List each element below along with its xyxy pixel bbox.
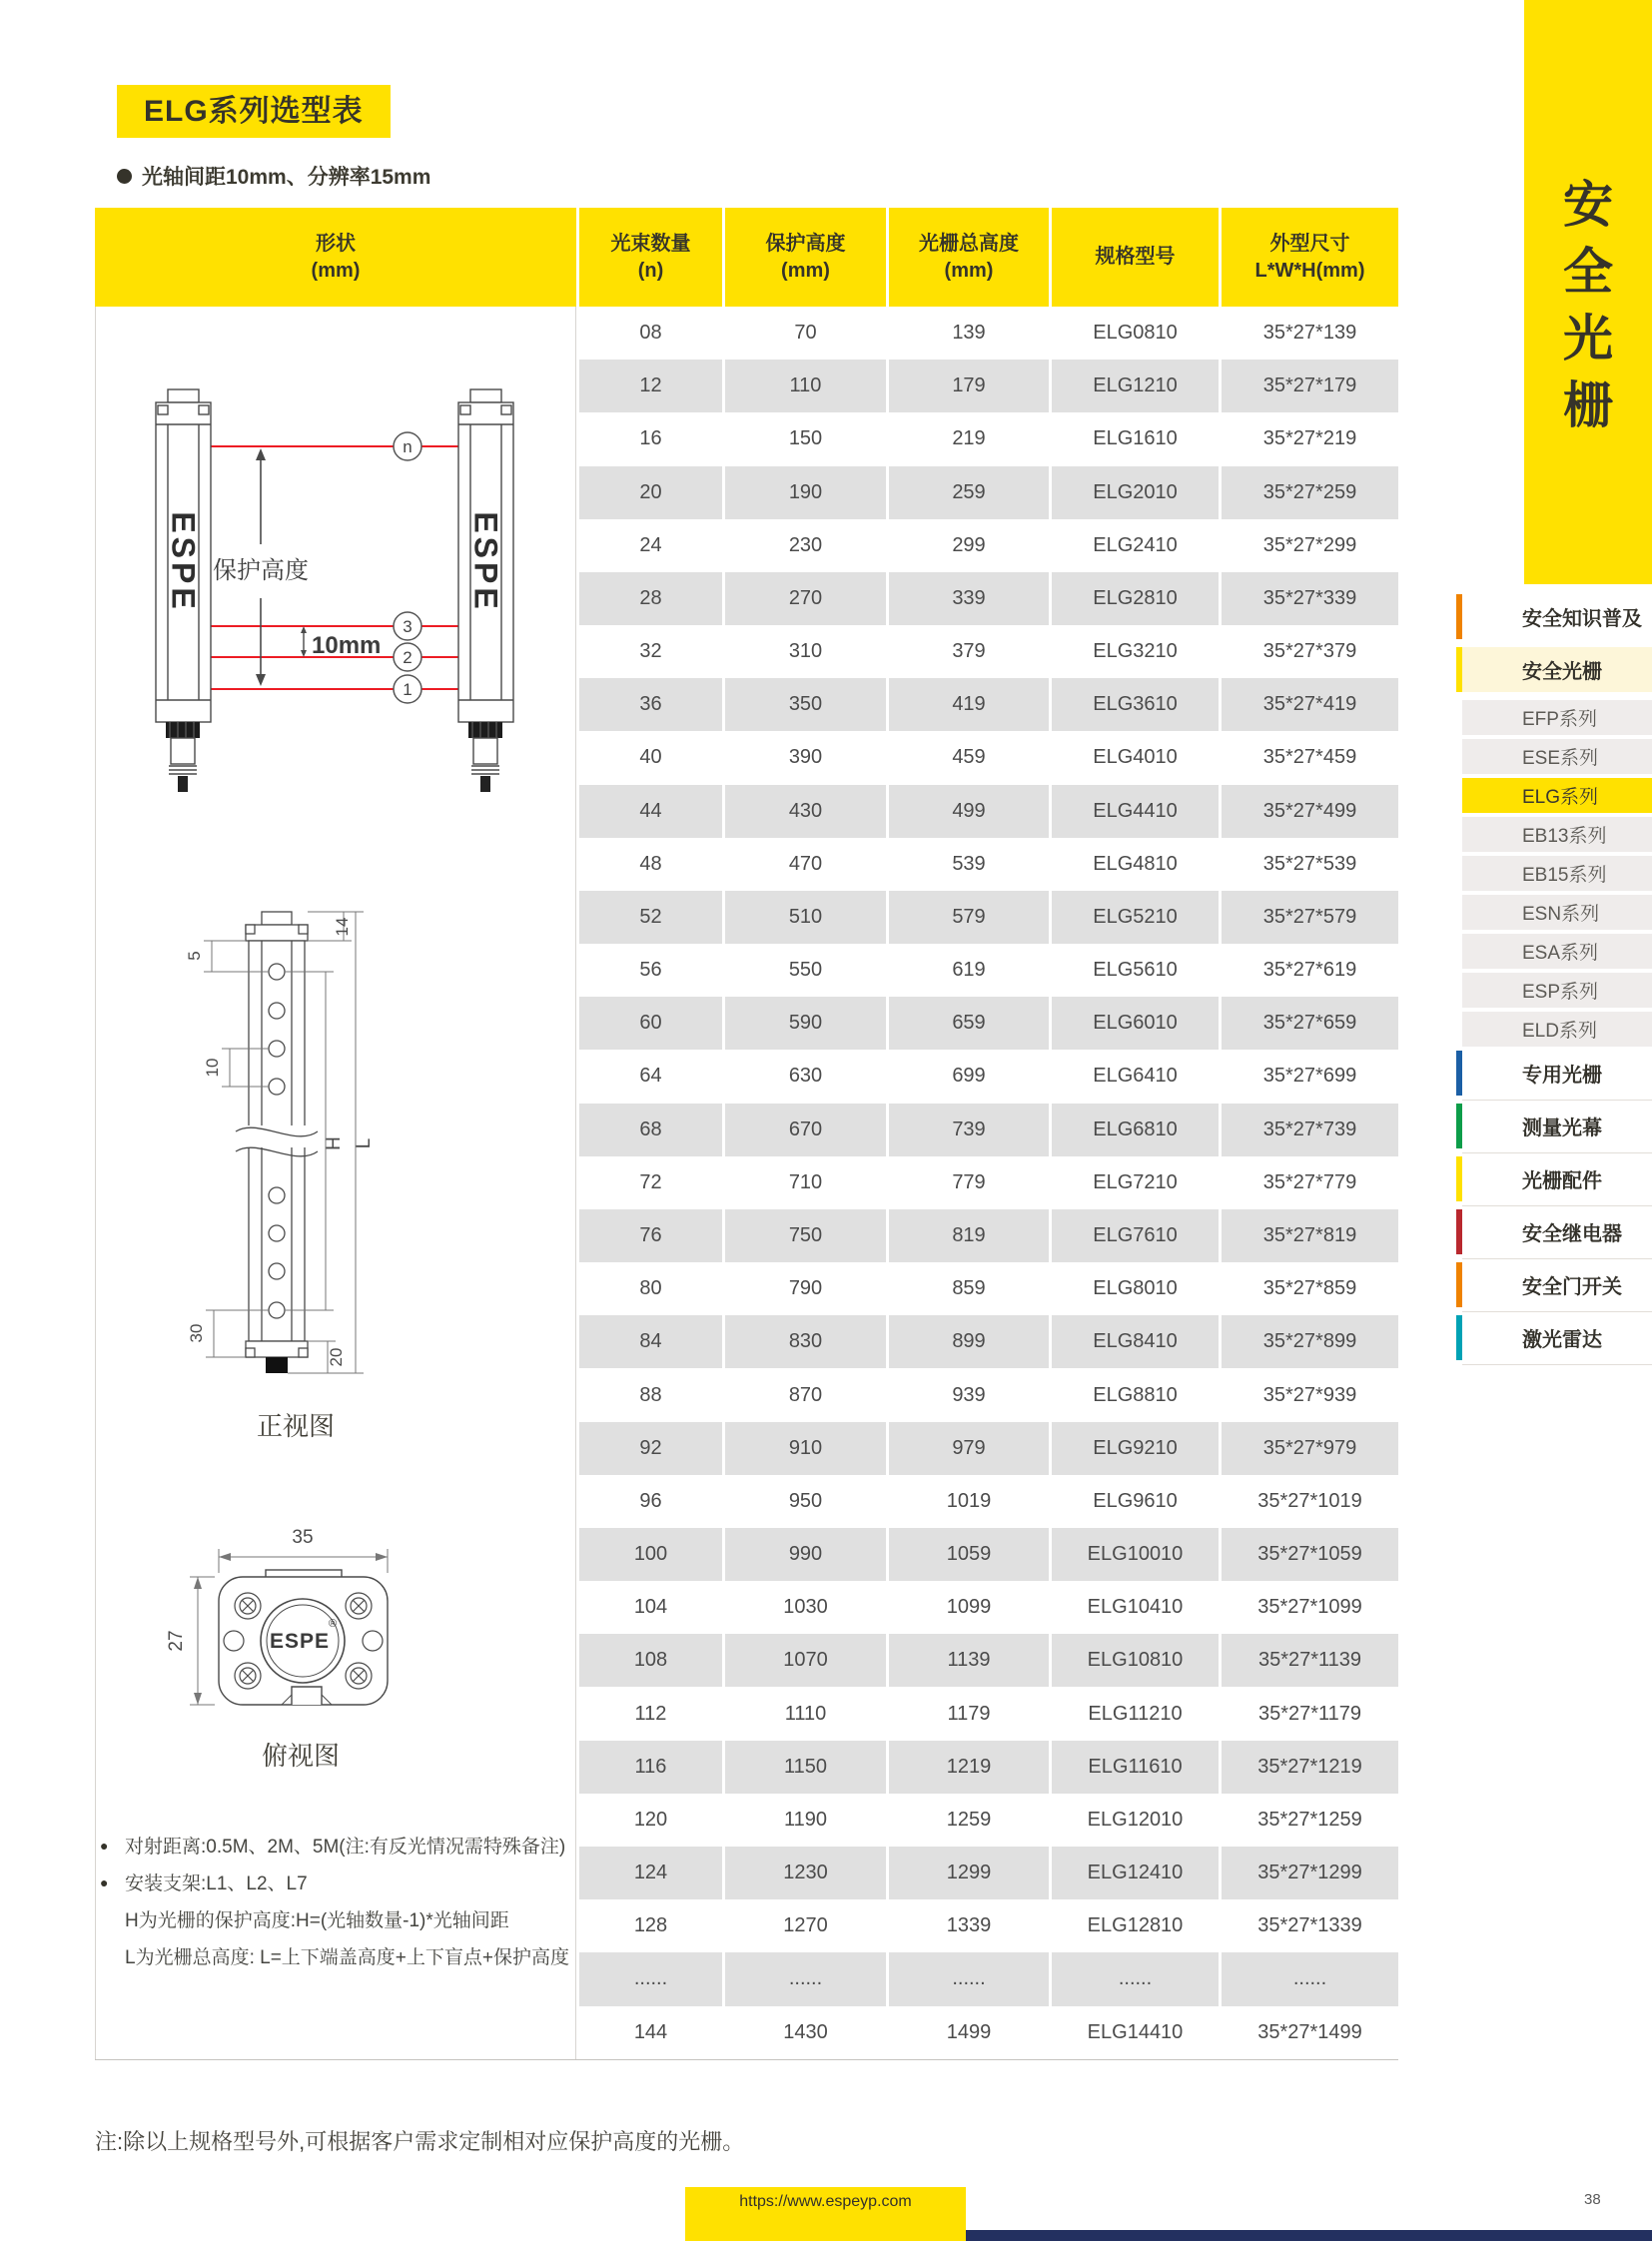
table-cell: 52 <box>576 891 722 944</box>
header-shape: 形状 (mm) <box>95 208 576 307</box>
table-cell: 670 <box>722 1104 886 1156</box>
sidebar-item-label: 光栅配件 <box>1522 1170 1602 1192</box>
table-cell: 699 <box>886 1050 1049 1103</box>
protection-height-label: 保护高度 <box>213 557 309 584</box>
table-cell: ELG1210 <box>1049 360 1219 412</box>
table-cell: 35*27*1099 <box>1219 1581 1398 1634</box>
dim-top-blind: 5 <box>185 951 204 961</box>
table-cell: 619 <box>886 944 1049 997</box>
dim-top-cap: 14 <box>333 917 352 937</box>
shape-column <box>95 307 576 2059</box>
category-color-bar <box>1456 1051 1462 1096</box>
table-cell: ELG10010 <box>1049 1528 1219 1581</box>
table-cell: ELG4810 <box>1049 838 1219 891</box>
table-cell: 35*27*1059 <box>1219 1528 1398 1581</box>
table-cell: 1150 <box>722 1741 886 1794</box>
table-cell: ELG12810 <box>1049 1899 1219 1952</box>
sidebar-item-safety-light-curtain[interactable] <box>1462 647 1652 692</box>
table-cell: 116 <box>576 1741 722 1794</box>
table-cell: ELG11610 <box>1049 1741 1219 1794</box>
table-cell: 1059 <box>886 1528 1049 1581</box>
table-row <box>576 1899 1398 1952</box>
table-cell: 56 <box>576 944 722 997</box>
dim-width: 35 <box>292 1527 314 1548</box>
table-cell: 910 <box>722 1422 886 1475</box>
table-cell: 35*27*1339 <box>1219 1899 1398 1952</box>
sidebar-item-safety-door-switch[interactable] <box>1462 1262 1652 1307</box>
table-cell: 1430 <box>722 2006 886 2059</box>
table-row <box>576 1634 1398 1687</box>
table-cell: 510 <box>722 891 886 944</box>
table-cell: 35*27*739 <box>1219 1104 1398 1156</box>
table-cell: 60 <box>576 997 722 1050</box>
header-total-height: 光栅总高度 (mm) <box>886 208 1049 307</box>
table-cell: 390 <box>722 731 886 784</box>
sidebar-item-label: ESP系列 <box>1522 982 1599 1003</box>
table-header-row <box>95 208 1398 307</box>
dim-l: L <box>354 1137 375 1149</box>
table-cell: 190 <box>722 466 886 519</box>
table-cell: 76 <box>576 1209 722 1262</box>
table-row <box>576 1952 1398 2005</box>
espe-logo-topview: ESPE <box>269 1630 331 1653</box>
sidebar-item-label: 测量光幕 <box>1522 1118 1602 1139</box>
table-cell: 08 <box>576 307 722 360</box>
sidebar-item-laser-radar[interactable] <box>1462 1315 1652 1360</box>
table-cell: 1110 <box>722 1687 886 1740</box>
table-cell: 35*27*219 <box>1219 412 1398 465</box>
table-cell: 88 <box>576 1368 722 1421</box>
table-cell: ELG8010 <box>1049 1262 1219 1315</box>
table-cell: 379 <box>886 625 1049 678</box>
table-cell: 830 <box>722 1315 886 1368</box>
pitch-label: 10mm <box>312 632 382 659</box>
table-cell: 350 <box>722 678 886 731</box>
dim-pitch: 10 <box>203 1058 222 1078</box>
footer-url-box[interactable] <box>685 2187 966 2241</box>
note-text: H为光栅的保护高度:H=(光轴数量-1)*光轴间距 <box>125 1910 509 1931</box>
table-row <box>576 519 1398 572</box>
table-cell: 819 <box>886 1209 1049 1262</box>
table-cell: 104 <box>576 1581 722 1634</box>
sidebar-item-label: EB13系列 <box>1522 826 1607 847</box>
table-cell: 35*27*979 <box>1219 1422 1398 1475</box>
table-cell: 1019 <box>886 1475 1049 1528</box>
table-cell: ELG3610 <box>1049 678 1219 731</box>
category-color-bar <box>1456 594 1462 639</box>
table-cell: ELG6010 <box>1049 997 1219 1050</box>
header-beam-count: 光束数量 (n) <box>576 208 722 307</box>
table-cell: 35*27*1219 <box>1219 1741 1398 1794</box>
table-cell: ELG14410 <box>1049 2006 1219 2059</box>
table-cell: 579 <box>886 891 1049 944</box>
table-cell: 790 <box>722 1262 886 1315</box>
note-line <box>100 1900 599 1937</box>
table-cell: 310 <box>722 625 886 678</box>
spec-bullet-line <box>117 161 430 191</box>
table-cell: 28 <box>576 572 722 625</box>
table-cell: 124 <box>576 1847 722 1899</box>
table-cell: 32 <box>576 625 722 678</box>
sidebar-item-label: EFP系列 <box>1522 709 1597 730</box>
table-cell: 35*27*659 <box>1219 997 1398 1050</box>
sidebar-item-esp-series[interactable] <box>1462 973 1652 1008</box>
table-cell: ...... <box>722 1952 886 2005</box>
table-cell: ELG6810 <box>1049 1104 1219 1156</box>
header-dimensions: 外型尺寸 L*W*H(mm) <box>1219 208 1398 307</box>
table-cell: ...... <box>1049 1952 1219 2005</box>
table-row <box>576 731 1398 784</box>
table-cell: ELG12010 <box>1049 1794 1219 1847</box>
table-cell: 590 <box>722 997 886 1050</box>
category-color-bar <box>1456 1315 1462 1360</box>
table-cell: 1339 <box>886 1899 1049 1952</box>
table-cell: ELG10810 <box>1049 1634 1219 1687</box>
table-cell: 35*27*619 <box>1219 944 1398 997</box>
table-cell: 36 <box>576 678 722 731</box>
table-cell: 219 <box>886 412 1049 465</box>
table-cell: 84 <box>576 1315 722 1368</box>
banner-char: 全 <box>1563 244 1613 300</box>
table-cell: 35*27*259 <box>1219 466 1398 519</box>
table-cell: ELG5610 <box>1049 944 1219 997</box>
table-cell: ...... <box>886 1952 1049 2005</box>
table-cell: 1499 <box>886 2006 1049 2059</box>
table-row <box>576 572 1398 625</box>
table-cell: 939 <box>886 1368 1049 1421</box>
table-cell: 179 <box>886 360 1049 412</box>
table-cell: 779 <box>886 1156 1049 1209</box>
sidebar-item-special-light-curtain[interactable] <box>1462 1051 1652 1096</box>
front-view-diagram <box>185 912 375 1441</box>
table-row <box>576 1156 1398 1209</box>
table-cell: 139 <box>886 307 1049 360</box>
table-cell: ...... <box>576 1952 722 2005</box>
table-cell: ELG2010 <box>1049 466 1219 519</box>
table-cell: 35*27*499 <box>1219 785 1398 838</box>
table-cell: 112 <box>576 1687 722 1740</box>
table-rows <box>576 307 1398 2059</box>
category-color-bar <box>1456 1156 1462 1201</box>
table-row <box>576 891 1398 944</box>
table-row <box>576 1368 1398 1421</box>
table-cell: 1139 <box>886 1634 1049 1687</box>
table-cell: 64 <box>576 1050 722 1103</box>
sidebar-item-esn-series[interactable] <box>1462 895 1652 930</box>
table-cell: ELG12410 <box>1049 1847 1219 1899</box>
spec-bullet-text: 光轴间距10mm、分辨率15mm <box>142 166 431 189</box>
table-cell: 35*27*379 <box>1219 625 1398 678</box>
table-cell: 1070 <box>722 1634 886 1687</box>
note-line: ● 对射距离:0.5M、2M、5M(注:有反光情况需特殊备注) <box>100 1827 599 1864</box>
header-model: 规格型号 <box>1049 208 1219 307</box>
table-cell: 270 <box>722 572 886 625</box>
table-cell: 550 <box>722 944 886 997</box>
table-cell: 35*27*179 <box>1219 360 1398 412</box>
table-cell: 96 <box>576 1475 722 1528</box>
table-row <box>576 1847 1398 1899</box>
table-cell: 870 <box>722 1368 886 1421</box>
table-row <box>576 1262 1398 1315</box>
table-cell: ELG2410 <box>1049 519 1219 572</box>
table-cell: 20 <box>576 466 722 519</box>
table-cell: 110 <box>722 360 886 412</box>
table-cell: 710 <box>722 1156 886 1209</box>
sidebar-item-eld-series[interactable] <box>1462 1012 1652 1047</box>
sidebar-item-label: EB15系列 <box>1522 865 1607 886</box>
table-cell: 35*27*579 <box>1219 891 1398 944</box>
elg-selection-table <box>95 208 1398 2060</box>
table-cell: 35*27*699 <box>1219 1050 1398 1103</box>
top-view-caption: 俯视图 <box>261 1741 341 1771</box>
table-cell: ELG9210 <box>1049 1422 1219 1475</box>
note-text: L为光栅总高度: L=上下端盖高度+上下盲点+保护高度 <box>125 1947 569 1968</box>
table-cell: ELG9610 <box>1049 1475 1219 1528</box>
beam-label-2: 2 <box>403 648 413 667</box>
table-row <box>576 1475 1398 1528</box>
table-cell: 12 <box>576 360 722 412</box>
table-row <box>576 412 1398 465</box>
page-title: ELG系列选型表 <box>117 85 391 138</box>
sidebar-banner <box>1524 0 1652 584</box>
table-row <box>576 307 1398 360</box>
beam-label-1: 1 <box>403 680 413 699</box>
table-cell: 35*27*459 <box>1219 731 1398 784</box>
table-cell: 1299 <box>886 1847 1049 1899</box>
table-row <box>576 1209 1398 1262</box>
sidebar-item-label: 安全光栅 <box>1522 661 1602 683</box>
table-cell: ELG10410 <box>1049 1581 1219 1634</box>
table-row <box>576 1741 1398 1794</box>
table-cell: 150 <box>722 412 886 465</box>
beam-label-n: n <box>403 437 413 456</box>
table-cell: 35*27*899 <box>1219 1315 1398 1368</box>
sidebar-item-elg-series[interactable] <box>1462 778 1652 813</box>
table-cell: ELG6410 <box>1049 1050 1219 1103</box>
table-row <box>576 785 1398 838</box>
table-cell: 950 <box>722 1475 886 1528</box>
table-cell: 419 <box>886 678 1049 731</box>
sidebar-item-label: ELG系列 <box>1522 787 1599 808</box>
note-text: 对射距离:0.5M、2M、5M(注:有反光情况需特殊备注) <box>125 1837 566 1858</box>
table-cell: 1270 <box>722 1899 886 1952</box>
table-cell: 35*27*819 <box>1219 1209 1398 1262</box>
note-line: ● 安装支架:L1、L2、L7 <box>100 1864 599 1900</box>
category-color-bar <box>1456 1209 1462 1254</box>
beam-label-3: 3 <box>403 617 413 636</box>
sidebar-item-label: ESA系列 <box>1522 943 1599 964</box>
table-cell: 72 <box>576 1156 722 1209</box>
table-cell: 1179 <box>886 1687 1049 1740</box>
table-cell: ELG7210 <box>1049 1156 1219 1209</box>
table-cell: 899 <box>886 1315 1049 1368</box>
custom-order-note: 注:除以上规格型号外,可根据客户需求定制相对应保护高度的光栅。 <box>95 2129 745 2154</box>
table-cell: 459 <box>886 731 1049 784</box>
table-cell: 659 <box>886 997 1049 1050</box>
table-row <box>576 1528 1398 1581</box>
table-row <box>576 1315 1398 1368</box>
table-row <box>576 1422 1398 1475</box>
table-cell: 35*27*1499 <box>1219 2006 1398 2059</box>
banner-char: 安 <box>1563 177 1613 233</box>
top-view-diagram <box>166 1527 388 1771</box>
table-cell: ELG4010 <box>1049 731 1219 784</box>
table-row <box>576 1687 1398 1740</box>
sidebar-item-efp-series[interactable] <box>1462 700 1652 735</box>
footer-url[interactable]: https://www.espeyp.com <box>739 2193 912 2210</box>
table-cell: 35*27*1179 <box>1219 1687 1398 1740</box>
sidebar-item-eb15-series[interactable] <box>1462 856 1652 891</box>
table-cell: 35*27*299 <box>1219 519 1398 572</box>
table-cell: 16 <box>576 412 722 465</box>
table-cell: 35*27*1139 <box>1219 1634 1398 1687</box>
sidebar-item-label: 安全门开关 <box>1522 1276 1622 1298</box>
table-row <box>576 1581 1398 1634</box>
table-cell: 70 <box>722 307 886 360</box>
category-color-bar <box>1456 1262 1462 1307</box>
table-row <box>576 997 1398 1050</box>
table-cell: 979 <box>886 1422 1049 1475</box>
table-cell: ELG7610 <box>1049 1209 1219 1262</box>
sidebar-item-label: ESE系列 <box>1522 748 1599 769</box>
table-row <box>576 1104 1398 1156</box>
bullet-dot-icon <box>117 169 132 184</box>
table-cell: 539 <box>886 838 1049 891</box>
table-row <box>576 678 1398 731</box>
table-cell: 299 <box>886 519 1049 572</box>
table-cell: 108 <box>576 1634 722 1687</box>
table-row <box>576 944 1398 997</box>
table-cell: 35*27*339 <box>1219 572 1398 625</box>
sidebar-item-label: 安全知识普及 <box>1522 608 1642 630</box>
sidebar-item-measuring-light-curtain[interactable] <box>1462 1104 1652 1148</box>
page-number: 38 <box>1584 2191 1601 2208</box>
table-cell: 48 <box>576 838 722 891</box>
dim-h: H <box>324 1136 345 1150</box>
dim-depth: 27 <box>166 1630 187 1652</box>
table-cell: 1230 <box>722 1847 886 1899</box>
note-text: 安装支架:L1、L2、L7 <box>125 1873 308 1894</box>
table-cell: 24 <box>576 519 722 572</box>
sidebar-item-esa-series[interactable] <box>1462 934 1652 969</box>
sidebar-item-curtain-accessories[interactable] <box>1462 1156 1652 1201</box>
table-cell: 230 <box>722 519 886 572</box>
table-cell: 35*27*859 <box>1219 1262 1398 1315</box>
sidebar-item-label: 专用光栅 <box>1522 1065 1602 1087</box>
table-cell: 40 <box>576 731 722 784</box>
table-cell: 68 <box>576 1104 722 1156</box>
category-color-bar <box>1456 1104 1462 1148</box>
table-cell: 44 <box>576 785 722 838</box>
table-cell: 430 <box>722 785 886 838</box>
table-cell: 739 <box>886 1104 1049 1156</box>
front-view-caption: 正视图 <box>256 1411 336 1441</box>
table-cell: 35*27*939 <box>1219 1368 1398 1421</box>
table-row <box>576 1050 1398 1103</box>
table-cell: 499 <box>886 785 1049 838</box>
table-row <box>576 466 1398 519</box>
table-row <box>576 625 1398 678</box>
table-cell: ELG0810 <box>1049 307 1219 360</box>
table-cell: ELG4410 <box>1049 785 1219 838</box>
table-cell: ELG3210 <box>1049 625 1219 678</box>
table-row <box>576 1794 1398 1847</box>
table-row <box>576 2006 1398 2059</box>
banner-char: 光 <box>1563 311 1613 367</box>
sidebar-item-label: 激光雷达 <box>1522 1329 1602 1351</box>
table-cell: ...... <box>1219 1952 1398 2005</box>
table-cell: 35*27*539 <box>1219 838 1398 891</box>
table-cell: 35*27*1259 <box>1219 1794 1398 1847</box>
registered-mark: ® <box>328 1618 338 1630</box>
table-cell: 630 <box>722 1050 886 1103</box>
table-cell: ELG8810 <box>1049 1368 1219 1421</box>
sidebar-item-safety-relay[interactable] <box>1462 1209 1652 1254</box>
table-cell: 259 <box>886 466 1049 519</box>
table-cell: 1030 <box>722 1581 886 1634</box>
note-line <box>100 1937 599 1974</box>
table-cell: 80 <box>576 1262 722 1315</box>
table-cell: 120 <box>576 1794 722 1847</box>
table-cell: 470 <box>722 838 886 891</box>
table-cell: 339 <box>886 572 1049 625</box>
sidebar-item-ese-series[interactable] <box>1462 739 1652 774</box>
header-protection-height: 保护高度 (mm) <box>722 208 886 307</box>
table-cell: ELG1610 <box>1049 412 1219 465</box>
table-cell: 35*27*139 <box>1219 307 1398 360</box>
opposed-pair-diagram <box>156 389 513 792</box>
table-cell: 1190 <box>722 1794 886 1847</box>
table-cell: ELG5210 <box>1049 891 1219 944</box>
table-cell: 35*27*1019 <box>1219 1475 1398 1528</box>
sidebar-item-eb13-series[interactable] <box>1462 817 1652 852</box>
shape-diagrams: ESPE 保护高度 10mm n 3 2 1 14 5 10 H L 30 20 正视图 ESPE ® 35 27 俯视图 <box>96 307 577 2059</box>
table-cell: ELG8410 <box>1049 1315 1219 1368</box>
banner-char: 栅 <box>1563 377 1613 433</box>
dim-bottom-blind: 30 <box>187 1323 206 1343</box>
table-cell: 100 <box>576 1528 722 1581</box>
shape-notes <box>100 1827 599 1974</box>
table-cell: 750 <box>722 1209 886 1262</box>
sidebar-item-label: 安全继电器 <box>1522 1223 1622 1245</box>
sidebar-item-label: ESN系列 <box>1522 904 1600 925</box>
category-color-bar <box>1456 647 1462 692</box>
table-cell: 859 <box>886 1262 1049 1315</box>
table-cell: 1219 <box>886 1741 1049 1794</box>
table-cell: 128 <box>576 1899 722 1952</box>
table-cell: ELG2810 <box>1049 572 1219 625</box>
dim-bottom-cap: 20 <box>327 1347 346 1367</box>
table-cell: 144 <box>576 2006 722 2059</box>
table-cell: 92 <box>576 1422 722 1475</box>
table-cell: 1099 <box>886 1581 1049 1634</box>
sidebar-menu <box>1456 594 1652 1368</box>
table-cell: 35*27*779 <box>1219 1156 1398 1209</box>
table-row <box>576 838 1398 891</box>
table-row <box>576 360 1398 412</box>
table-cell: 990 <box>722 1528 886 1581</box>
table-cell: ELG11210 <box>1049 1687 1219 1740</box>
table-cell: 35*27*1299 <box>1219 1847 1398 1899</box>
table-cell: 1259 <box>886 1794 1049 1847</box>
sidebar-item-safety-knowledge[interactable] <box>1462 594 1652 639</box>
table-cell: 35*27*419 <box>1219 678 1398 731</box>
sidebar-item-label: ELD系列 <box>1522 1021 1597 1042</box>
